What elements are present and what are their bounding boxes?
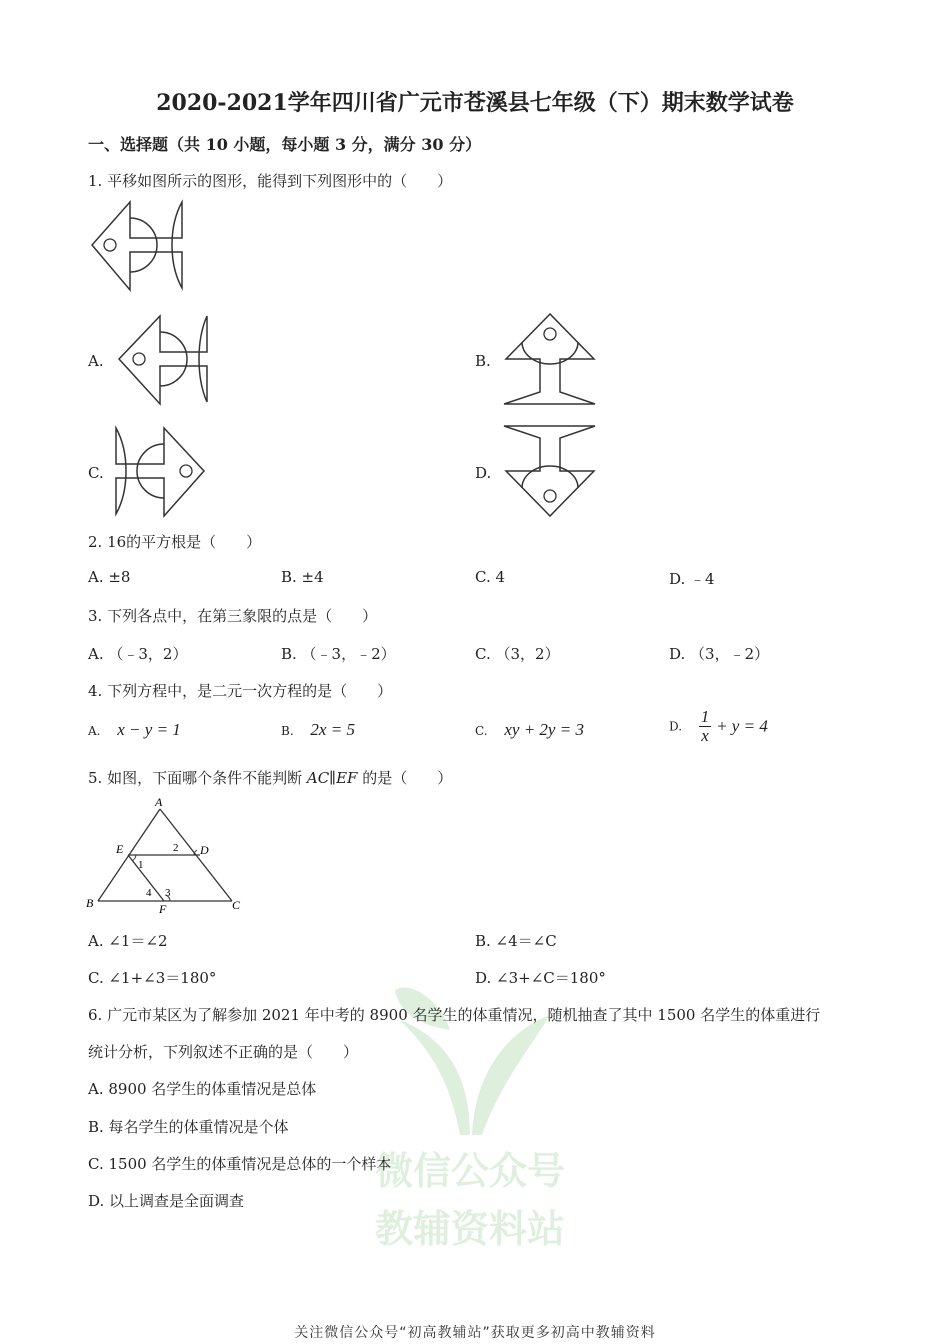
q3-option-b[interactable]: B. （﹣3，﹣2） (281, 645, 396, 663)
q5-stem-post: 的是（ ） (357, 769, 453, 787)
q4-option-b-expr: 2x = 5 (310, 720, 355, 739)
q1-option-a-label: A. (88, 352, 104, 370)
q2-option-b[interactable]: B. ±4 (281, 568, 324, 586)
q6-option-a[interactable]: A. 8900 名学生的体重情况是总体 (88, 1080, 317, 1098)
q4-option-b[interactable] (281, 720, 355, 740)
question-6-stem-line1: 6. 广元市某区为了解参加 2021 年中考的 8900 名学生的体重情况，随机抽查了其中 1500 名学生的体重进行 (88, 1006, 821, 1024)
q4-option-d-numerator: 1 (700, 707, 710, 726)
q4-option-d-label: D. (669, 719, 683, 734)
q1-fish-figure (90, 200, 190, 296)
watermark-line2: 教辅资料站 (374, 1207, 565, 1251)
q2-option-c[interactable]: C. 4 (475, 568, 506, 586)
q5-angle-3: 3 (165, 887, 171, 899)
question-4-stem: 4. 下列方程中，是二元一次方程的是（ ） (88, 682, 393, 700)
q1-option-a-figure[interactable] (115, 314, 215, 410)
q1-option-b-label: B. (475, 352, 491, 370)
question-1-stem: 1. 平移如图所示的图形，能得到下列图形中的（ ） (88, 172, 453, 190)
q4-option-d-expr: + y = 4 (716, 716, 768, 736)
q1-option-b-figure[interactable] (500, 312, 600, 408)
q5-angle-4: 4 (146, 887, 152, 899)
q1-option-c-figure[interactable] (112, 426, 212, 522)
q5-option-c[interactable]: C. ∠1+∠3＝180° (88, 969, 217, 987)
q4-option-c-expr: xy + 2y = 3 (504, 720, 584, 739)
q1-option-d-label: D. (475, 464, 492, 482)
q6-option-b[interactable]: B. 每名学生的体重情况是个体 (88, 1118, 289, 1136)
q5-angle-1: 1 (138, 859, 144, 871)
q4-option-c[interactable] (475, 720, 584, 740)
q5-option-d[interactable]: D. ∠3+∠C＝180° (475, 969, 606, 987)
q4-option-d-fraction (699, 708, 712, 745)
page-title: 2020-2021学年四川省广元市苍溪县七年级（下）期末数学试卷 (156, 90, 794, 116)
q5-label-D: D (200, 843, 209, 857)
question-3-stem: 3. 下列各点中，在第三象限的点是（ ） (88, 607, 378, 625)
question-2-stem: 2. 16的平方根是（ ） (88, 533, 262, 551)
q6-option-c[interactable]: C. 1500 名学生的体重情况是总体的一个样本 (88, 1155, 392, 1173)
q4-option-d-denominator: x (701, 726, 709, 745)
q5-option-a[interactable]: A. ∠1＝∠2 (88, 932, 168, 950)
footer-note: 关注微信公众号“初高教辅站”获取更多初高中教辅资料 (294, 1325, 656, 1341)
q4-option-b-label: B. (281, 724, 294, 738)
q4-option-c-label: C. (475, 724, 488, 738)
q1-option-c-label: C. (88, 464, 104, 482)
q4-option-a-label: A. (88, 724, 101, 738)
section-heading: 一、选择题（共 10 小题，每小题 3 分，满分 30 分） (88, 135, 482, 154)
q5-option-b[interactable]: B. ∠4＝∠C (475, 932, 557, 950)
watermark-line1: 微信公众号 (374, 1149, 565, 1193)
q5-stem-math: AC∥EF (306, 769, 358, 787)
q4-option-a[interactable] (88, 720, 181, 740)
q1-option-d-figure[interactable] (500, 424, 600, 520)
q5-angle-2: 2 (173, 842, 179, 854)
q5-label-E: E (116, 842, 124, 856)
question-5-stem (88, 767, 452, 788)
q3-option-d[interactable]: D. （3，﹣2） (669, 645, 770, 663)
q5-triangle-figure (84, 795, 254, 917)
q4-option-a-expr: x − y = 1 (117, 720, 181, 739)
q6-option-d[interactable]: D. 以上调查是全面调查 (88, 1192, 245, 1210)
q4-option-d[interactable] (669, 708, 768, 745)
q5-label-B: B (86, 896, 94, 910)
question-6-stem-line2: 统计分析，下列叙述不正确的是（ ） (88, 1043, 359, 1061)
q5-label-A: A (155, 795, 163, 809)
q5-stem-pre: 5. 如图，下面哪个条件不能判断 (88, 769, 307, 787)
q5-label-C: C (232, 898, 241, 912)
q3-option-c[interactable]: C. （3，2） (475, 645, 560, 663)
q2-option-d[interactable]: D. ﹣4 (669, 570, 715, 588)
q2-option-a[interactable]: A. ±8 (88, 568, 131, 586)
q5-label-F: F (159, 902, 167, 916)
q3-option-a[interactable]: A. （﹣3，2） (88, 645, 188, 663)
